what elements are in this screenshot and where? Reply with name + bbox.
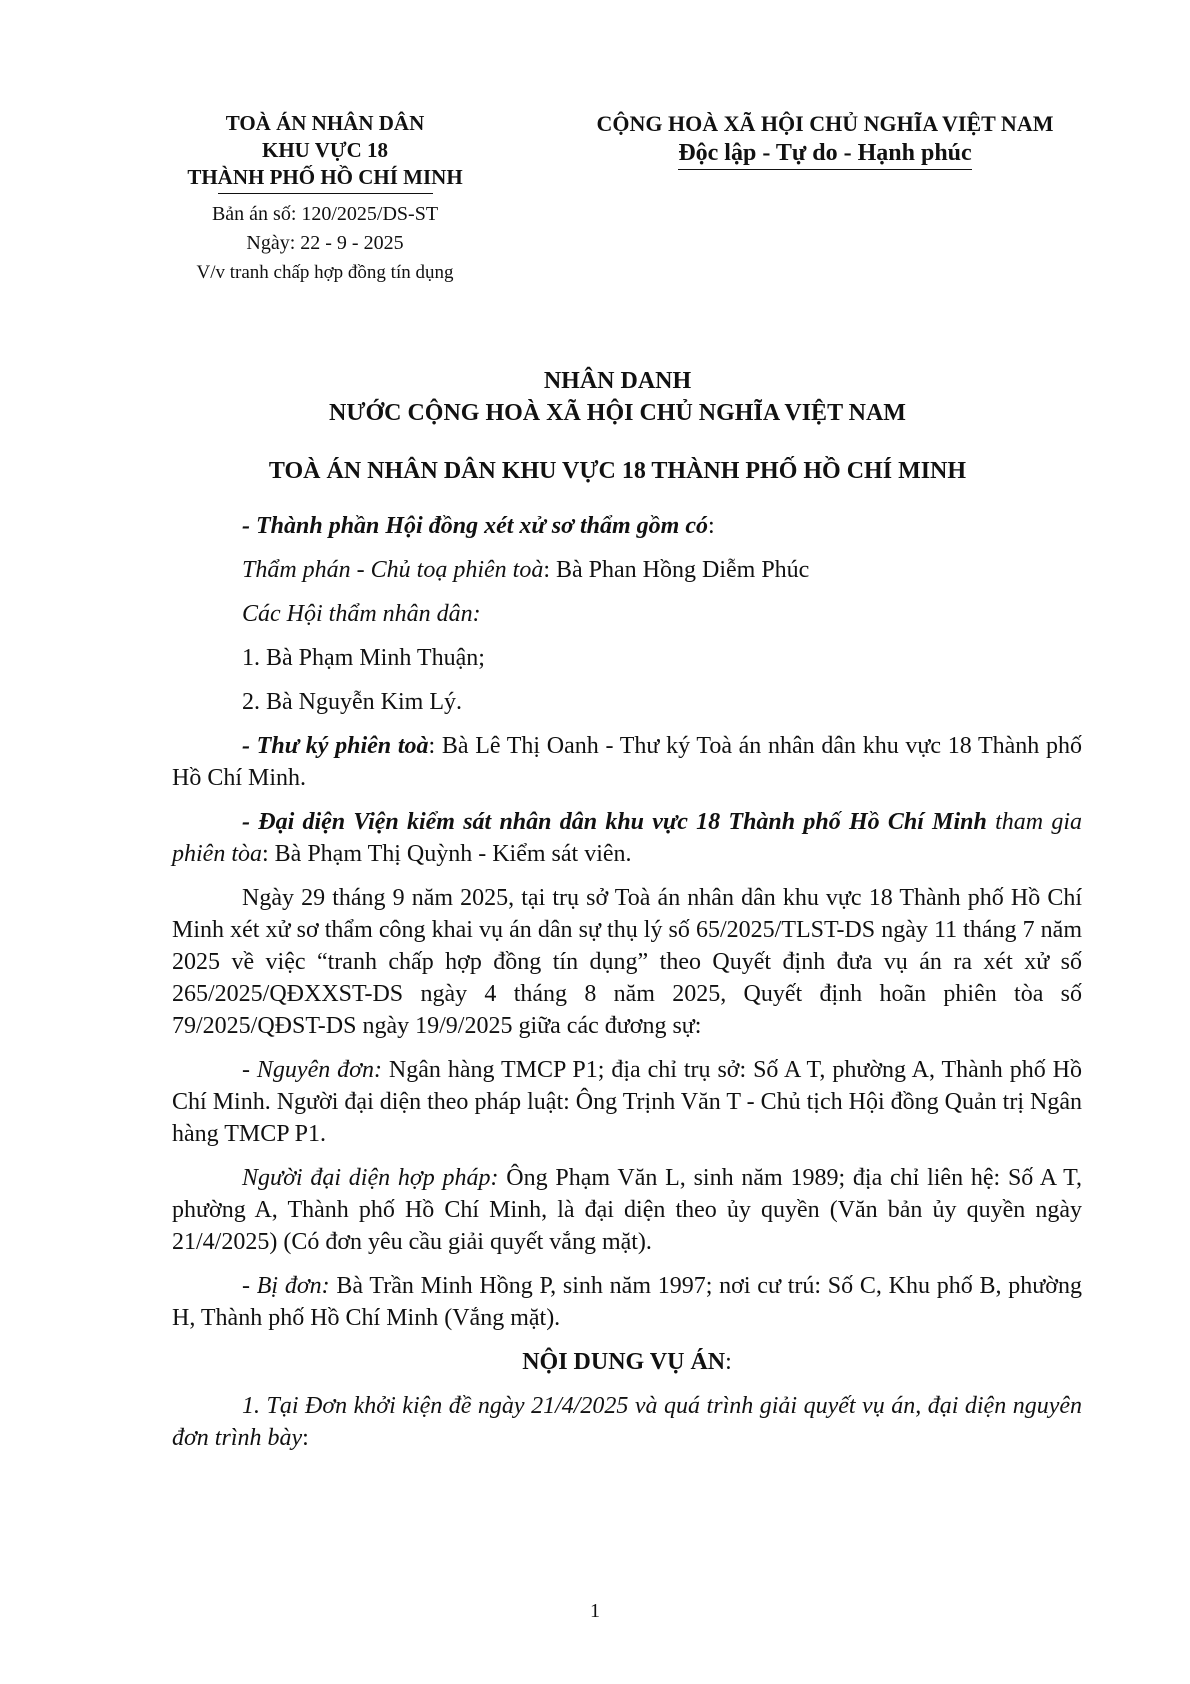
- assessors-label: Các Hội thẩm nhân dân:: [242, 601, 481, 627]
- presiding-judge: Thẩm phán - Chủ toạ phiên toà: Bà Phan Hồng Diễm Phúc: [242, 557, 810, 583]
- nation-name: CỘNG HOÀ XÃ HỘI CHỦ NGHĨA VIỆT NAM: [596, 111, 1054, 136]
- plaintiff-representative: Người đại diện hợp pháp: Ông Phạm Văn L, sinh năm 1989; địa chỉ liên hệ: Số A T, phường A, Thành phố Hồ Chí Minh, là đại diện theo ủy quyền (Văn bản ủy quyền ngày 21/4/2025) (Có đơn yêu cầu giải quyết vắng mặt).: [172, 1165, 1082, 1255]
- hearing-intro: Ngày 29 tháng 9 năm 2025, tại trụ sở Toà án nhân dân khu vực 18 Thành phố Hồ Chí Minh xét xử sơ thẩm công khai vụ án dân sự thụ lý số 65/2025/TLST-DS ngày 11 tháng 7 năm 2025 về việc “tranh chấp hợp đồng tín dụng” theo Quyết định đưa vụ án ra xét xử số 265/2025/QĐXXST-DS ngày 4 tháng 8 năm 2025, Quyết định hoãn phiên tòa số 79/2025/QĐST-DS ngày 19/9/2025 giữa các đương sự:: [172, 885, 1082, 1039]
- section-heading: NỘI DUNG VỤ ÁN:: [522, 1349, 732, 1375]
- national-motto: Độc lập - Tự do - Hạnh phúc: [678, 138, 971, 170]
- court-clerk: - Thư ký phiên toà: Bà Lê Thị Oanh - Thư ký Toà án nhân dân khu vực 18 Thành phố Hồ Chí Minh.: [172, 733, 1082, 791]
- judgment-number: Bản án số: 120/2025/DS-ST: [211, 203, 439, 225]
- title-court: TOÀ ÁN NHÂN DÂN KHU VỰC 18 THÀNH PHỐ HỒ CHÍ MINH: [268, 458, 967, 484]
- title-nation: NƯỚC CỘNG HOÀ XÃ HỘI CHỦ NGHĨA VIỆT NAM: [329, 400, 906, 426]
- plaintiff: - Nguyên đơn: Ngân hàng TMCP P1; địa chỉ trụ sở: Số A T, phường A, Thành phố Hồ Chí Minh. Người đại diện theo pháp luật: Ông Trịnh Văn T - Chủ tịch Hội đồng Quản trị Ngân hàng TMCP P1.: [172, 1057, 1083, 1147]
- assessor-item: 2. Bà Nguyễn Kim Lý.: [242, 689, 462, 715]
- title-on-behalf: NHÂN DANH: [543, 368, 692, 394]
- judgment-date: Ngày: 22 - 9 - 2025: [246, 232, 404, 254]
- court-name-line1: TOÀ ÁN NHÂN DÂN: [225, 111, 425, 135]
- defendant: - Bị đơn: Bà Trần Minh Hồng P, sinh năm 1997; nơi cư trú: Số C, Khu phố B, phường H, Thành phố Hồ Chí Minh (Vắng mặt).: [172, 1273, 1082, 1331]
- panel-heading: - Thành phần Hội đồng xét xử sơ thẩm gồm có:: [242, 513, 715, 539]
- section-item-1: 1. Tại Đơn khởi kiện đề ngày 21/4/2025 và quá trình giải quyết vụ án, đại diện nguyên đơn trình bày:: [172, 1393, 1082, 1451]
- procuracy-representative: - Đại diện Viện kiểm sát nhân dân khu vực 18 Thành phố Hồ Chí Minh tham gia phiên tòa: Bà Phạm Thị Quỳnh - Kiểm sát viên.: [172, 809, 1082, 867]
- court-name-line3: THÀNH PHỐ HỒ CHÍ MINH: [187, 165, 463, 189]
- court-name-line2: KHU VỰC 18: [262, 138, 388, 162]
- national-header: [565, 110, 1085, 170]
- court-header: [150, 110, 500, 287]
- court-underline: [218, 193, 433, 194]
- case-subject: V/v tranh chấp hợp đồng tín dụng: [196, 262, 454, 283]
- page-number: 1: [590, 1600, 600, 1622]
- assessor-item: 1. Bà Phạm Minh Thuận;: [242, 645, 485, 671]
- document-body: [172, 510, 1082, 1466]
